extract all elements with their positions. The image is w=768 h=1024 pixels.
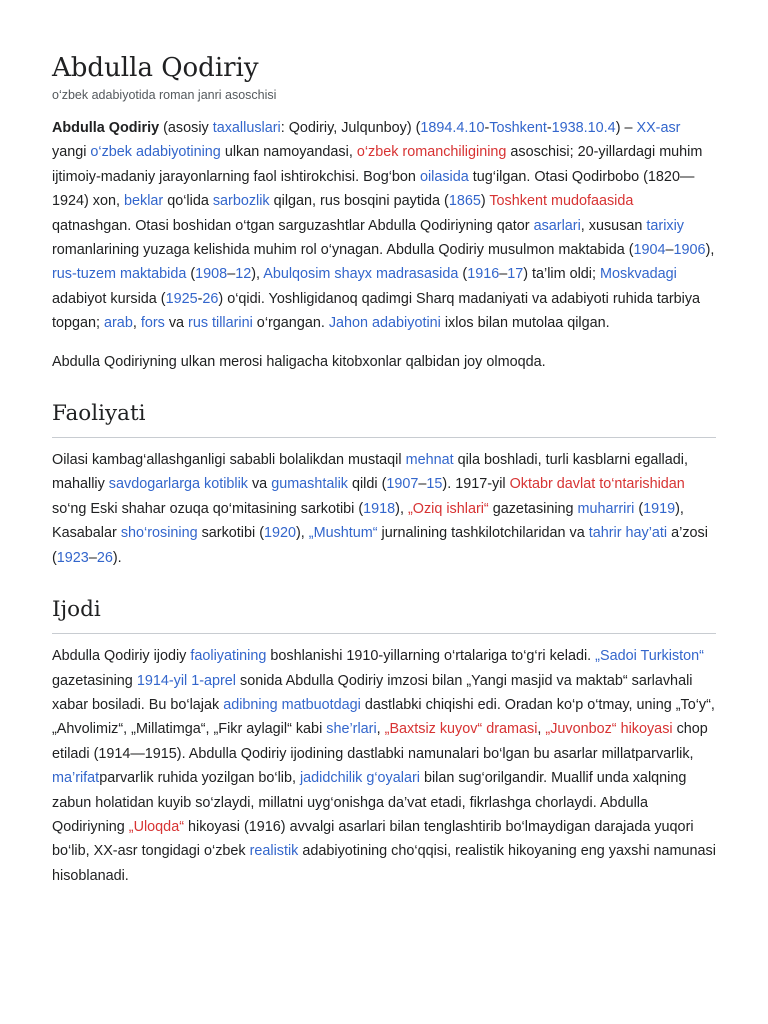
text-run: – <box>418 476 427 493</box>
article-link[interactable]: 1865 <box>448 193 481 210</box>
article-link[interactable]: „Sadoi Turkiston“ <box>595 648 704 665</box>
text-run: , xususan <box>580 217 647 234</box>
article-link[interactable]: 1908 <box>195 266 228 283</box>
text-run: qilgan, rus bosqini paytida ( <box>269 193 449 210</box>
article-link[interactable]: rus-tuzem maktabida <box>52 266 187 283</box>
text-run: sonida Abdulla Qodiriy imzosi bilan „Yangi masjid va maktab“ sarlavhali xabar bosiladi. Bu bo‘lajak <box>52 672 693 713</box>
text-run: Abdulla Qodiriy ijodiy <box>52 648 191 665</box>
section-heading-faoliyati: Faoliyati <box>52 398 716 438</box>
text-run: ), <box>251 266 264 283</box>
article-link[interactable]: 1938.10.4 <box>551 120 616 136</box>
article-link[interactable]: tahrir hay’ati <box>588 525 668 542</box>
text-run: gazetasining <box>488 500 578 517</box>
article-link[interactable]: jadidchilik g‘oyalari <box>299 770 420 787</box>
article-link[interactable]: XX-asr <box>636 120 681 136</box>
text-run: a’zosi ( <box>52 525 708 566</box>
missing-article-link[interactable]: Toshkent mudofaasida <box>489 193 634 210</box>
article-link[interactable]: she’rlari <box>326 721 377 738</box>
text-run: ). 1917-yil <box>442 476 510 493</box>
article-link[interactable]: 1918 <box>363 500 396 517</box>
text-run: ) o‘qidi. Yoshligidanoq qadimgi Sharq madaniyati va adabiyoti ruhida tarbiya topgan; <box>52 290 701 332</box>
missing-article-link[interactable]: o‘zbek romanchiligining <box>356 144 507 161</box>
text-run: bilan sug‘orilgandir. Muallif unda xalqning zabun holatidan kuyib so‘zlaydi, millatni uyg‘onishga da’vat etadi, fikrlashga chorlaydi. Abdulla Qodiriyning <box>52 770 687 835</box>
text-run: – <box>665 242 674 259</box>
text-run: tug‘ilgan. Otasi Qodirbobo (1820—1924) xon, <box>52 168 695 210</box>
intro-paragraph <box>52 116 716 336</box>
article-link[interactable]: adibning matbuotdagi <box>223 696 361 713</box>
text-run: ) ta’lim oldi; <box>523 266 601 283</box>
article-link[interactable]: faoliyatining <box>190 648 267 665</box>
text-run: , <box>376 721 385 738</box>
text-run: - <box>197 290 203 307</box>
text-run: ( <box>186 266 196 283</box>
missing-article-link[interactable]: Oktabr davlat to‘ntarishidan <box>509 476 685 493</box>
text-run: – <box>499 266 508 283</box>
ijodi-paragraph <box>52 644 716 888</box>
article-link[interactable]: tarixiy <box>646 217 684 234</box>
article-link[interactable]: Jahon adabiyotini <box>328 315 441 332</box>
article-link[interactable]: beklar <box>124 193 164 210</box>
missing-article-link[interactable]: „Uloqda“ <box>128 818 184 835</box>
text-run: o‘rgangan. <box>252 315 329 332</box>
text-run: adabiyot kursida ( <box>52 290 166 307</box>
article-link[interactable]: fors <box>140 315 165 332</box>
missing-article-link[interactable]: „Juvonboz“ hikoyasi <box>545 721 673 738</box>
article-link[interactable]: 1904 <box>633 242 666 259</box>
text-run: chop etiladi (1914—1915). Abdulla Qodiriy ijodining dastlabki namunalari bo‘lgan bu asarlar millatparvarlik, <box>52 721 708 762</box>
article-link[interactable]: ma’rifat <box>52 770 100 787</box>
text-run: : Qodiriy, Julqunboy) ( <box>280 120 421 136</box>
text-run: Oilasi kambag‘allashganligi sababli bolalikdan mustaqil <box>52 452 406 469</box>
text-run: adabiyotining cho‘qqisi, realistik hikoyaning eng yaxshi namunasi hisoblanadi. <box>52 843 716 884</box>
article-link[interactable]: asarlari <box>533 217 581 234</box>
article-link[interactable]: 26 <box>96 549 113 566</box>
article-link[interactable]: sarbozlik <box>212 193 270 210</box>
text-run: ) <box>480 193 490 210</box>
text-run: ( <box>634 500 644 517</box>
text-run: va <box>164 315 189 332</box>
article-link[interactable]: 1907 <box>386 476 419 493</box>
text-run: , <box>537 721 546 738</box>
article-link[interactable]: 1894.4.10 <box>420 120 485 136</box>
article-link[interactable]: realistik <box>249 843 299 860</box>
article-link[interactable]: „Mushtum“ <box>308 525 378 542</box>
article-link[interactable]: 1916 <box>467 266 500 283</box>
article-link[interactable]: arab <box>104 315 133 332</box>
article-link[interactable]: sho‘rosining <box>120 525 198 542</box>
bold-term: Abdulla Qodiriy <box>52 120 160 136</box>
article-link[interactable]: 1920 <box>263 525 296 542</box>
text-run: parvarlik ruhida yozilgan bo‘lib, <box>99 770 300 787</box>
article-link[interactable]: 1906 <box>673 242 706 259</box>
text-run: ) – <box>615 120 637 136</box>
article-link[interactable]: 1919 <box>643 500 676 517</box>
article-link[interactable]: muharriri <box>577 500 635 517</box>
text-run: ), <box>395 500 408 517</box>
article-link[interactable]: 1923 <box>56 549 89 566</box>
article-link[interactable]: gumashtalik <box>271 476 348 493</box>
text-run: ( <box>458 266 468 283</box>
text-run: boshlanishi 1910-yillarning o‘rtalariga to‘g‘ri keladi. <box>266 648 596 665</box>
text-run: hikoyasi (1916) avvalgi asarlari bilan tenglashtirib bo‘lmaydigan darajada yuqori bo‘lib, XX-asr tongidagi o‘zbek <box>52 818 694 860</box>
text-run: qila boshladi, turli kasblarni egalladi, mahalliy <box>52 452 688 493</box>
missing-article-link[interactable]: „Oziq ishlari“ <box>407 500 489 517</box>
text-run: ), <box>296 525 309 542</box>
text-run: ), <box>705 242 715 259</box>
text-run: ), Kasabalar <box>52 500 684 542</box>
text-run: ixlos bilan mutolaa qilgan. <box>440 315 610 332</box>
article-link[interactable]: taxalluslari <box>212 120 281 136</box>
article-link[interactable]: savdogarlarga kotiblik <box>108 476 248 493</box>
article-link[interactable]: Toshkent <box>489 120 547 136</box>
article-link[interactable]: Abulqosim shayx madrasasida <box>263 266 459 283</box>
text-run: va <box>247 476 272 493</box>
text-run: – <box>88 549 97 566</box>
page-subtitle: o‘zbek adabiyotida roman janri asoschisi <box>52 88 277 102</box>
article-link[interactable]: 17 <box>507 266 524 283</box>
text-run: qatnashgan. Otasi boshidan o‘tgan sarguzashtlar Abdulla Qodiriyning qator <box>52 217 534 234</box>
page-title: Abdulla Qodiriy <box>52 53 259 83</box>
text-run: romanlarining yuzaga kelishida muhim rol o‘ynagan. Abdulla Qodiriy musulmon maktabida ( <box>52 242 634 259</box>
missing-article-link[interactable]: „Baxtsiz kuyov“ dramasi <box>384 721 538 738</box>
text-run: – <box>227 266 236 283</box>
text-run: - <box>484 120 490 136</box>
article-link[interactable]: 1914-yil 1-aprel <box>136 672 237 689</box>
text-run: (asosiy <box>159 120 213 136</box>
intro-paragraph-2: Abdulla Qodiriyning ulkan merosi haligacha kitobxonlar qalbidan joy olmoqda. <box>52 353 546 370</box>
article-link[interactable]: 12 <box>235 266 252 283</box>
text-run: asoschisi; 20-yillardagi muhim ijtimoiy-madaniy jarayonlarning faol ishtirokchisi. Bog‘bon <box>52 144 703 185</box>
text-run: yangi <box>52 144 91 161</box>
article-link[interactable]: rus tillarini <box>188 315 253 332</box>
faoliyati-paragraph <box>52 448 716 570</box>
text-run: jurnalining tashkilotchilaridan va <box>377 525 589 542</box>
text-run: qildi ( <box>347 476 387 493</box>
section-heading-ijodi: Ijodi <box>52 594 716 634</box>
text-run: ). <box>112 549 122 566</box>
text-run: so‘ng Eski shahar ozuqa qo‘mitasining sarkotibi ( <box>52 500 364 517</box>
text-run: dastlabki chiqishi edi. Oradan ko‘p o‘tmay, uning „To‘y“, „Ahvolimiz“, „Millatimga“, „Fikr aylagil“ kabi <box>52 696 715 738</box>
article-link[interactable]: 26 <box>202 290 219 307</box>
text-run: qo‘lida <box>163 193 213 210</box>
article-link[interactable]: mehnat <box>405 452 454 469</box>
article-link[interactable]: 15 <box>426 476 443 493</box>
text-run: ulkan namoyandasi, <box>220 144 357 161</box>
article-link[interactable]: Moskvadagi <box>600 266 677 283</box>
text-run: gazetasining <box>52 672 137 689</box>
article-link[interactable]: oilasida <box>419 168 469 185</box>
article-link[interactable]: o‘zbek adabiyotining <box>90 144 221 161</box>
text-run: sarkotibi ( <box>197 525 264 542</box>
text-run: , <box>132 315 141 332</box>
text-run: - <box>546 120 552 136</box>
article-link[interactable]: 1925 <box>165 290 198 307</box>
